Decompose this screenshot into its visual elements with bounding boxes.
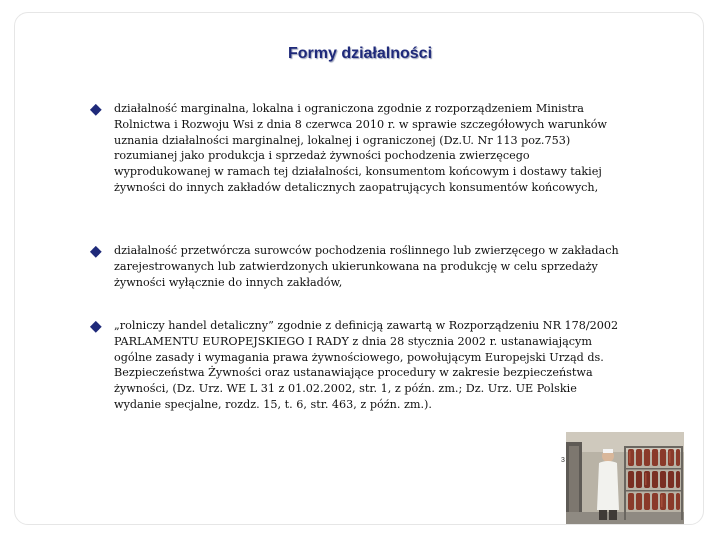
diamond-bullet-icon <box>90 321 102 333</box>
bullet-text: działalność przetwórcza surowców pochodzenia roślinnego lub zwierzęcego w zakładach zarejestrowanych lub zatwierdzonych ukierunkowana na produkcję w celu sprzedaży żywności wyłącznie do innych zakładów, <box>114 244 619 289</box>
bullet-text: działalność marginalna, lokalna i ograniczona zgodnie z rozporządzeniem Ministra Rolnictwa i Rozwoju Wsi z dnia 8 czerwca 2010 r. w sprawie szczegółowych warunków uznania działalności marginalnej, lokalnej i ograniczonej (Dz.U. Nr 113 poz.753) rozumianej jako produkcja i sprzedaż żywności pochodzenia zwierzęcego wyprodukowanej w ramach tej działalności, konsumentom końcowym i dostawy takiej żywności do innych zakładów detalicznych zaopatrujących konsumentów końcowych, <box>114 102 608 194</box>
diamond-bullet-icon <box>90 104 102 116</box>
bullet-text: „rolniczy handel detaliczny” zgodnie z definicją zawartą w Rozporządzeniu NR 178/2002 PARLAMENTU EUROPEJSKIEGO I RADY z dnia 28 stycznia 2002 r. ustanawiającym ogólne zasady i wymagania prawa żywnościowego, powołującym Europejski Urząd ds. Bezpieczeństwa Żywności oraz ustanawiające procedury w zakresie bezpieczeństwa żywności, (Dz. Urz. WE L 31 z 01.02.2002, str. 1, z późn. zm.; Dz. Urz. UE Polskie wydanie specjalne, rozdz. 15, t. 6, str. 463, z późn. zm.). <box>114 319 619 411</box>
smokehouse-photo-svg <box>566 432 684 524</box>
diamond-bullet-icon <box>90 246 102 258</box>
slide-title: Formy działalności <box>287 45 433 62</box>
smokehouse-photo <box>566 432 684 524</box>
page-number: 3 <box>561 457 565 464</box>
